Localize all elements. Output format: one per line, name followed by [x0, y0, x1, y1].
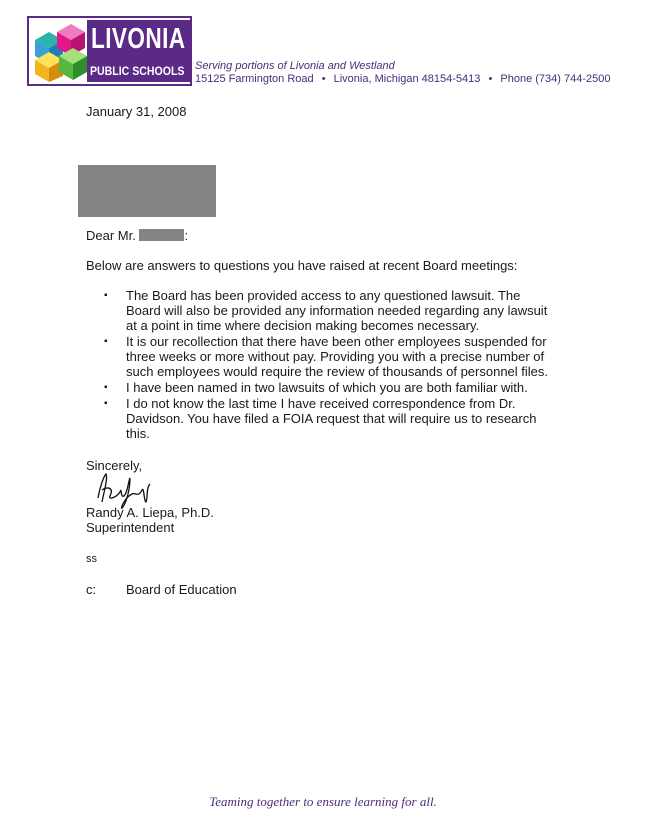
letter-date: January 31, 2008: [86, 104, 187, 119]
bullet-square-icon: ▪: [104, 290, 108, 301]
separator-dot: •: [488, 73, 493, 85]
salutation: [86, 228, 188, 243]
redacted-address-block: [78, 165, 216, 217]
footer-motto: Teaming together to ensure learning for all.: [209, 794, 437, 809]
logo-name: LIVONIA: [91, 23, 186, 55]
answer-line: I have been named in two lawsuits of which you are both familiar with.: [126, 380, 528, 395]
tagline: Serving portions of Livonia and Westland: [195, 60, 395, 72]
answer-line: Board will also be provided any information needed regarding any lawsuit: [126, 303, 548, 318]
list-item: [104, 334, 574, 379]
logo-subtitle: PUBLIC SCHOOLS: [90, 64, 185, 78]
answer-line: It is our recollection that there have been other employees suspended for: [126, 334, 547, 349]
list-item: [104, 380, 574, 395]
cc-recipient: Board of Education: [126, 582, 237, 597]
answer-line: such employees would require the review of thousands of personnel files.: [126, 364, 549, 379]
bullet-square-icon: ▪: [104, 398, 108, 409]
district-logo: [27, 16, 192, 86]
address-phone: Phone (734) 744-2500: [500, 73, 611, 85]
answer-line: The Board has been provided access to any questioned lawsuit. The: [126, 288, 521, 303]
answer-line: three weeks or more without pay. Providing you with a precise number of: [126, 349, 545, 364]
answer-line: I do not know the last time I have received correspondence from Dr.: [126, 396, 516, 411]
answer-line: at a point in time where decision making becomes necessary.: [126, 318, 480, 333]
salutation-colon: :: [184, 228, 189, 243]
list-item: [104, 288, 574, 333]
typist-initials: ss: [86, 553, 97, 565]
cc-label: c:: [86, 582, 97, 597]
separator-dot: •: [321, 73, 326, 85]
address-city: Livonia, Michigan 48154-5413: [333, 73, 481, 85]
salutation-text: Dear Mr.: [86, 228, 136, 243]
list-item: [104, 396, 574, 441]
answer-line: Davidson. You have filed a FOIA request that will require us to research: [126, 411, 537, 426]
answers-list: [104, 288, 574, 442]
address-street: 15125 Farmington Road: [195, 73, 314, 85]
cubes-logo-icon: [31, 20, 89, 84]
bullet-square-icon: ▪: [104, 336, 108, 347]
intro-paragraph: Below are answers to questions you have raised at recent Board meetings:: [86, 258, 518, 273]
answer-line: this.: [126, 426, 150, 441]
signer-name: Randy A. Liepa, Ph.D.: [86, 505, 214, 520]
signer-title: Superintendent: [86, 520, 175, 535]
bullet-square-icon: ▪: [104, 382, 108, 393]
closing: Sincerely,: [86, 458, 143, 473]
redacted-name: [139, 229, 184, 241]
address-line: [195, 73, 610, 85]
